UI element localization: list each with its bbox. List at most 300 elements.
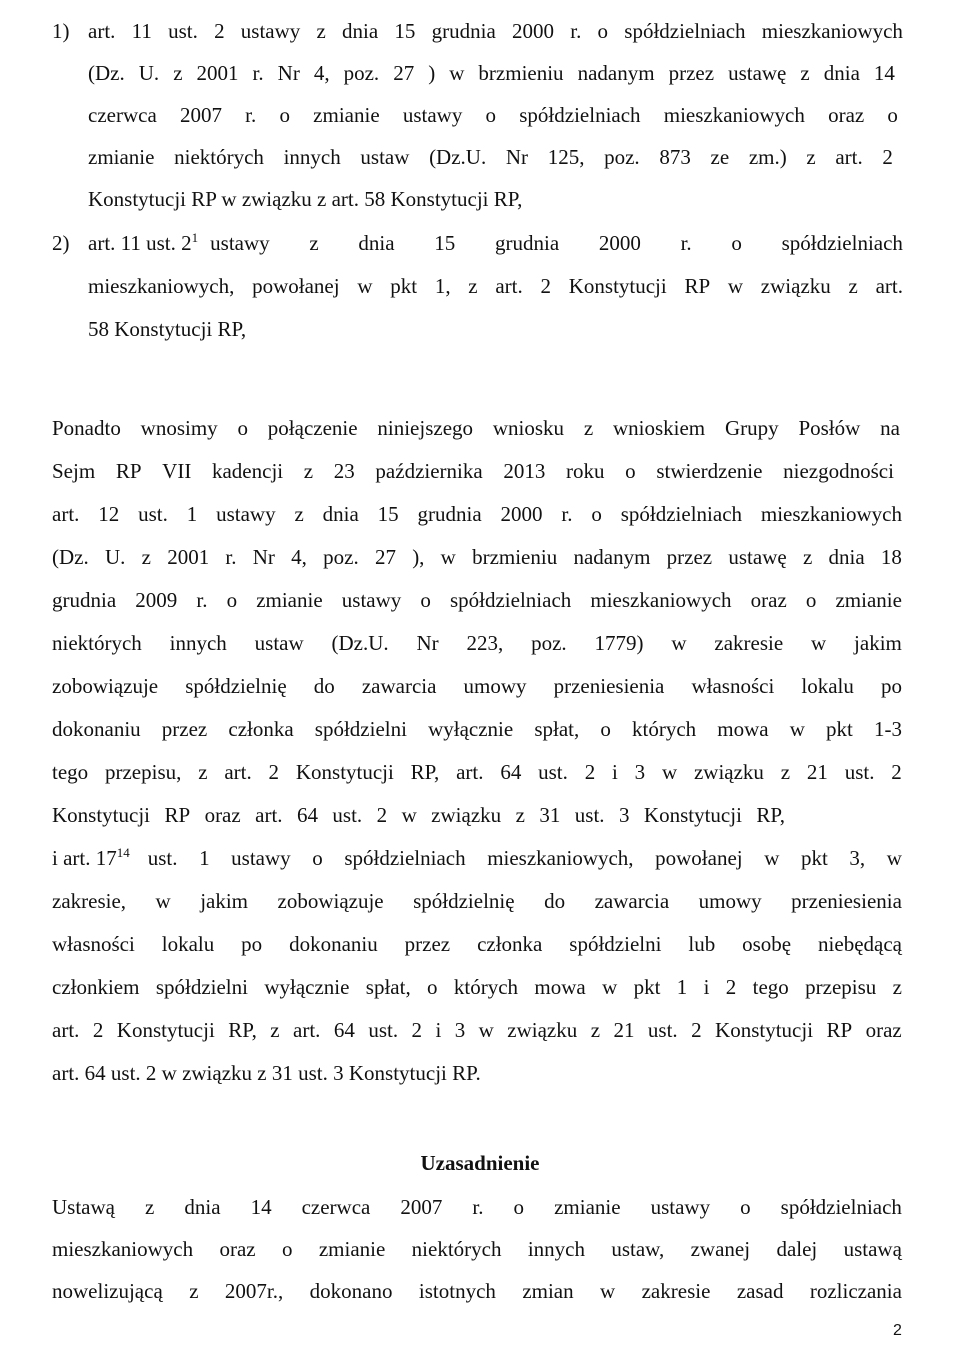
word: pkt — [826, 717, 853, 741]
word: umowy — [463, 674, 527, 698]
word: oraz — [204, 803, 241, 827]
word: w — [671, 631, 687, 655]
word: o — [591, 502, 602, 526]
word: członka — [228, 717, 294, 741]
paragraph-line-11-rest — [148, 845, 902, 871]
word: 23 — [333, 459, 355, 483]
word: oraz — [750, 588, 787, 612]
word: 21 — [806, 760, 828, 784]
item-1-line-2 — [88, 60, 895, 86]
paragraph-line-7 — [52, 673, 902, 699]
word: art. — [88, 19, 116, 43]
word: 2000 — [500, 502, 543, 526]
word: ustawy — [216, 502, 276, 526]
word: mowa — [717, 717, 769, 741]
word: grudnia — [495, 231, 560, 255]
item-2-line-1-rest — [210, 230, 903, 256]
word: osobę — [742, 932, 792, 956]
word: i — [612, 760, 618, 784]
word: dnia — [828, 545, 865, 569]
paragraph-line-11-start: i art. 17 — [52, 846, 117, 870]
word: w — [600, 1279, 616, 1303]
word: 2 — [882, 145, 893, 169]
paragraph-line-2 — [52, 458, 894, 484]
word: do — [544, 889, 566, 913]
word: RP, — [228, 1018, 257, 1042]
word: 1 — [676, 975, 688, 999]
word: o — [731, 231, 742, 255]
word: przez — [404, 932, 451, 956]
word: RP — [826, 1018, 853, 1042]
word: 2 — [891, 760, 902, 784]
justification-line-1 — [52, 1194, 902, 1220]
word: powołanej — [655, 846, 743, 870]
word: z — [316, 19, 326, 43]
word: w — [449, 61, 465, 85]
word: zawarcia — [361, 674, 437, 698]
word: U. — [138, 61, 160, 85]
item-2-line-2 — [88, 273, 903, 299]
word: z — [189, 1279, 199, 1303]
item-2-line-3: 58 Konstytucji RP, — [88, 317, 247, 341]
word: 15 — [394, 19, 416, 43]
word: VII — [162, 459, 192, 483]
word: poz. — [323, 545, 359, 569]
word: 3 — [618, 803, 630, 827]
word: nadanym — [573, 545, 651, 569]
word: ustawy — [240, 19, 301, 43]
word: r. — [561, 502, 573, 526]
word: zwanej — [690, 1237, 751, 1261]
word: związku — [507, 1018, 578, 1042]
word: członkiem — [52, 975, 140, 999]
word: U. — [104, 545, 126, 569]
word: z — [780, 760, 791, 784]
word: zakresie — [641, 1279, 711, 1303]
word: pkt — [390, 274, 418, 298]
word: członka — [477, 932, 543, 956]
word: zmianie — [88, 145, 155, 169]
word: 125, — [547, 145, 585, 169]
word: mowa — [534, 975, 586, 999]
word: w — [727, 274, 744, 298]
word: Ponadto — [52, 416, 121, 440]
word: innych — [283, 145, 341, 169]
word: Konstytucji — [295, 760, 394, 784]
word: Grupy — [724, 416, 779, 440]
paragraph-line-4 — [52, 544, 902, 570]
word: 2000 — [598, 231, 641, 255]
item-1-line-3 — [88, 102, 898, 128]
word: 15 — [377, 502, 399, 526]
word: dnia — [322, 502, 359, 526]
word: i — [435, 1018, 442, 1042]
word: o — [420, 588, 431, 612]
word: 12 — [98, 502, 120, 526]
word: o — [513, 1195, 525, 1219]
word: o — [740, 1195, 751, 1219]
word: z — [270, 1018, 280, 1042]
word: 4, — [291, 545, 307, 569]
word: o — [625, 459, 636, 483]
word: ust. — [138, 502, 168, 526]
word: ustawę — [728, 61, 787, 85]
word: ze — [710, 145, 730, 169]
word: z — [145, 1195, 155, 1219]
word: Nr — [252, 545, 275, 569]
word: października — [375, 459, 483, 483]
word: 4, — [313, 61, 330, 85]
word: ust. — [147, 846, 178, 870]
word: lokalu — [801, 674, 854, 698]
paragraph-line-13 — [52, 931, 902, 957]
word: 27 — [374, 545, 396, 569]
word: 2 — [725, 975, 737, 999]
word: 21 — [613, 1018, 635, 1042]
word: spółdzielniach — [344, 846, 466, 870]
word: niektórych — [411, 1237, 502, 1261]
word: 1 — [199, 846, 210, 870]
word: Konstytucji — [568, 274, 667, 298]
word: dnia — [184, 1195, 221, 1219]
paragraph-line-8 — [52, 716, 902, 742]
word: w — [789, 717, 805, 741]
word: RP, — [756, 803, 785, 827]
word: (Dz. — [52, 545, 89, 569]
word: spłat, — [365, 975, 411, 999]
paragraph-line-15 — [52, 1017, 902, 1043]
word: tego — [52, 760, 89, 784]
section-heading: Uzasadnienie — [420, 1151, 540, 1175]
word: w — [440, 545, 456, 569]
word: 2000 — [512, 19, 555, 43]
word: art. — [52, 1018, 80, 1042]
word: Posłów — [798, 416, 861, 440]
word: których — [632, 717, 697, 741]
word: r. — [196, 588, 208, 612]
word: 3 — [634, 760, 646, 784]
word: ustawy — [210, 231, 270, 255]
word: w — [602, 975, 618, 999]
paragraph-line-14 — [52, 974, 902, 1000]
word: art. — [293, 1018, 321, 1042]
paragraph-line-11 — [52, 845, 902, 871]
word: ustaw, — [611, 1237, 665, 1261]
word: tego — [752, 975, 789, 999]
word: zmianie — [318, 1237, 386, 1261]
word: niebędącą — [818, 932, 902, 956]
word: ust. — [538, 760, 568, 784]
paragraph-line-3 — [52, 501, 902, 527]
word: r. — [225, 545, 237, 569]
word: ustawy — [650, 1195, 711, 1219]
word: zawarcia — [594, 889, 670, 913]
word: w — [357, 274, 373, 298]
word: (Dz.U. — [429, 145, 487, 169]
word: 3 — [454, 1018, 466, 1042]
word: ustawy — [341, 588, 402, 612]
word: oraz — [865, 1018, 902, 1042]
word: o — [281, 1237, 293, 1261]
word: spółdzielni — [314, 717, 407, 741]
word: RP — [164, 803, 191, 827]
word: 2007r., — [224, 1279, 284, 1303]
word: 31 — [539, 803, 561, 827]
word: w — [661, 760, 678, 784]
word: 2 — [214, 19, 225, 43]
word: ustaw — [360, 145, 410, 169]
word: o — [237, 416, 248, 440]
word: poz. — [604, 145, 640, 169]
word: z — [309, 231, 319, 255]
word: dokonano — [309, 1279, 393, 1303]
word: lokalu — [161, 932, 215, 956]
word: niektórych — [174, 145, 264, 169]
word: z — [802, 545, 813, 569]
word: Konstytucji — [116, 1018, 215, 1042]
word: 15 — [434, 231, 456, 255]
word: zmianie — [256, 588, 323, 612]
word: dalej — [776, 1237, 818, 1261]
word: z — [468, 274, 478, 298]
word: (Dz.U. — [331, 631, 389, 655]
word: niektórych — [52, 631, 142, 655]
word: Nr — [505, 145, 529, 169]
word: lub — [688, 932, 716, 956]
word: 873 — [659, 145, 691, 169]
paragraph-line-6 — [52, 630, 902, 656]
word: 2007 — [400, 1195, 443, 1219]
word: 2009 — [135, 588, 178, 612]
word: 64 — [333, 1018, 355, 1042]
word: z — [198, 760, 208, 784]
word: ust. — [844, 760, 875, 784]
word: wnosimy — [140, 416, 218, 440]
item-1-line-4 — [88, 144, 893, 170]
word: po — [880, 674, 902, 698]
word: mieszkaniowych — [590, 588, 732, 612]
word: ust. — [574, 803, 605, 827]
word: 27 — [393, 61, 415, 85]
word: mieszkaniowych — [52, 1237, 194, 1261]
word: art. — [875, 274, 903, 298]
word: z — [848, 274, 858, 298]
paragraph-line-1 — [52, 415, 900, 441]
word: brzmieniu — [478, 61, 564, 85]
word: mieszkaniowych — [663, 103, 805, 127]
word: ust. — [332, 803, 363, 827]
word: Ustawą — [52, 1195, 115, 1219]
word: ustawy — [402, 103, 463, 127]
word: art. — [255, 803, 283, 827]
word: po — [241, 932, 263, 956]
word: Konstytucji — [715, 1018, 814, 1042]
word: o — [597, 19, 609, 43]
word: z — [141, 545, 151, 569]
word: w — [764, 846, 780, 870]
paragraph-line-5 — [52, 587, 902, 613]
word: 2013 — [503, 459, 546, 483]
word: związku — [693, 760, 764, 784]
word: zakresie — [714, 631, 784, 655]
word: zm.) — [748, 145, 787, 169]
word: r. — [252, 61, 264, 85]
paragraph-line-10 — [52, 802, 785, 828]
word: nowelizującą — [52, 1279, 163, 1303]
word: o — [279, 103, 290, 127]
justification-line-2 — [52, 1236, 902, 1262]
word: dnia — [823, 61, 860, 85]
word: o — [805, 588, 817, 612]
word: z — [294, 502, 304, 526]
word: których — [453, 975, 519, 999]
item-2-line-1 — [88, 230, 903, 256]
word: ustaw — [254, 631, 304, 655]
word: zmian — [522, 1279, 574, 1303]
word: art. — [224, 760, 252, 784]
word: pkt — [633, 975, 661, 999]
word: RP — [684, 274, 711, 298]
item-1-line-5: Konstytucji RP w związku z art. 58 Konstytucji RP, — [88, 187, 523, 211]
word: zobowiązuje — [52, 674, 159, 698]
word: spółdzielniach — [519, 103, 641, 127]
word: zasad — [736, 1279, 784, 1303]
word: nadanym — [577, 61, 655, 85]
word: spółdzielniach — [620, 502, 743, 526]
word: przez — [668, 61, 715, 85]
word: ust. — [368, 1018, 399, 1042]
word: przepisu — [805, 975, 877, 999]
word: 1779) — [594, 631, 644, 655]
word: 64 — [500, 760, 522, 784]
word: grudnia — [431, 19, 496, 43]
word: art. — [52, 502, 80, 526]
item-1-number: 1) — [52, 19, 70, 43]
word: oraz — [828, 103, 865, 127]
word: przeniesienia — [791, 889, 902, 913]
word: spółdzielnię — [413, 889, 515, 913]
page-number: 2 — [893, 1322, 902, 1339]
word: Sejm — [52, 459, 96, 483]
word: w — [155, 889, 171, 913]
word: RP — [115, 459, 142, 483]
word: w — [886, 846, 902, 870]
word: spłat, — [534, 717, 580, 741]
word: w — [811, 631, 827, 655]
word: związku — [760, 274, 831, 298]
paragraph-line-12 — [52, 888, 902, 914]
word: jakim — [200, 889, 249, 913]
word: rozliczania — [809, 1279, 902, 1303]
word: dokonaniu — [52, 717, 141, 741]
word: przeniesienia — [553, 674, 665, 698]
word: w — [478, 1018, 494, 1042]
word: 2 — [584, 760, 596, 784]
word: o — [427, 975, 438, 999]
word: wyłącznie — [428, 717, 514, 741]
word: Nr — [277, 61, 300, 85]
item-1-line-1 — [88, 18, 903, 44]
word: innych — [527, 1237, 585, 1261]
word: o — [600, 717, 611, 741]
word: spółdzielnię — [185, 674, 287, 698]
paragraph-line-16: art. 64 ust. 2 w związku z 31 ust. 3 Konstytucji RP. — [52, 1061, 481, 1085]
word: grudnia — [417, 502, 482, 526]
word: 64 — [296, 803, 318, 827]
word: (Dz. — [88, 61, 125, 85]
word: czerwca — [88, 103, 157, 127]
word: Nr — [416, 631, 439, 655]
word: spółdzielni — [569, 932, 662, 956]
item-2-line-1-start: art. 11 ust. 2 — [88, 231, 192, 255]
word: poz. — [343, 61, 380, 85]
word: o — [887, 103, 898, 127]
word: Konstytucji — [643, 803, 742, 827]
word: spółdzielni — [155, 975, 248, 999]
word: z — [590, 1018, 601, 1042]
word: czerwca — [301, 1195, 371, 1219]
word: spółdzielniach — [780, 1195, 902, 1219]
word: brzmieniu — [472, 545, 558, 569]
word: 11 — [131, 19, 152, 43]
word: ustawy — [231, 846, 291, 870]
word: stwierdzenie — [656, 459, 763, 483]
word: art. — [495, 274, 523, 298]
word: niezgodności — [783, 459, 894, 483]
word: mieszkaniowych, — [487, 846, 634, 870]
word: powołanej — [252, 274, 340, 298]
word: r. — [472, 1195, 484, 1219]
word: pkt — [800, 846, 828, 870]
word: ustawę — [728, 545, 787, 569]
word: 1 — [186, 502, 198, 526]
word: przepisu, — [104, 760, 182, 784]
item-2-superscript: 1 — [191, 230, 199, 245]
word: istotnych — [418, 1279, 496, 1303]
word: wyłącznie — [264, 975, 350, 999]
word: ustawą — [843, 1237, 902, 1261]
paragraph-superscript: 14 — [116, 845, 130, 860]
word: zmianie — [554, 1195, 621, 1219]
word: wniosku — [492, 416, 565, 440]
word: RP, — [410, 760, 440, 784]
word: połączenie — [267, 416, 358, 440]
word: spółdzielniach — [624, 19, 746, 43]
word: z — [892, 975, 902, 999]
word: 223, — [466, 631, 504, 655]
word: zakresie, — [52, 889, 127, 913]
word: z — [806, 145, 816, 169]
word: r. — [570, 19, 582, 43]
word: zmianie — [313, 103, 380, 127]
word: jakim — [854, 631, 902, 655]
word: 1, — [434, 274, 451, 298]
word: art. — [456, 760, 484, 784]
word: 2001 — [167, 545, 210, 569]
word: zmianie — [835, 588, 902, 612]
word: wnioskiem — [612, 416, 706, 440]
word: dnia — [342, 19, 379, 43]
word: ust. — [647, 1018, 678, 1042]
word: 2 — [411, 1018, 423, 1042]
word: spółdzielniach — [449, 588, 572, 612]
word: o — [485, 103, 497, 127]
word: 3, — [849, 846, 866, 870]
word: r. — [245, 103, 257, 127]
word: dokonaniu — [289, 932, 378, 956]
word: spółdzielniach — [781, 231, 903, 255]
word: ) — [428, 61, 436, 85]
